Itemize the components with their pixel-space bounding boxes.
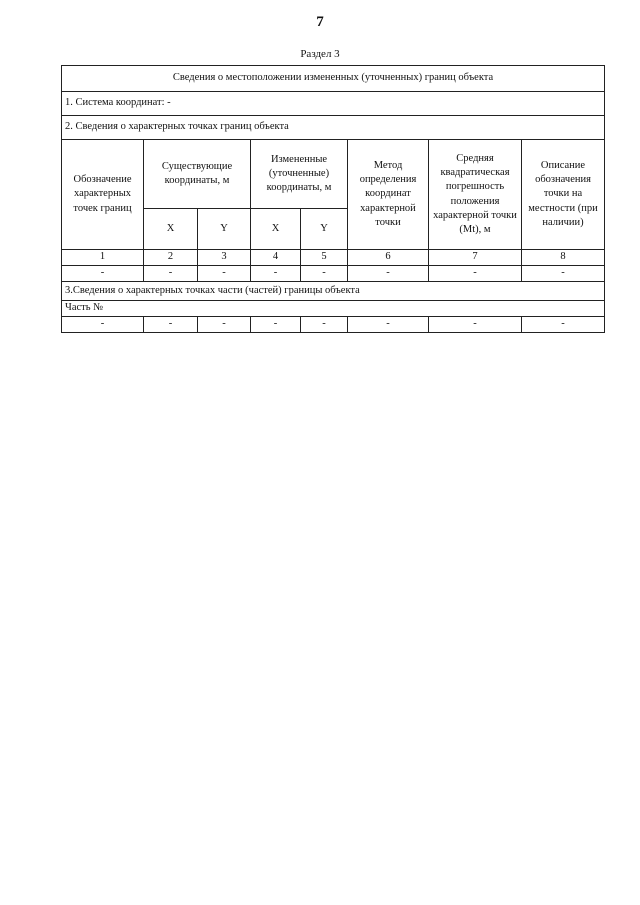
column-number: 7 <box>429 250 522 266</box>
table-cell: - <box>62 317 144 333</box>
table-cell: - <box>251 317 301 333</box>
column-number: 4 <box>251 250 301 266</box>
table-cell: - <box>198 266 251 282</box>
header-changed-coords: Измененные (уточненные) координаты, м <box>251 140 348 209</box>
header-mean-error: Средняя квадратическая погрешность положения характерной точки (Mt), м <box>429 140 522 250</box>
header-x-changed: X <box>251 209 301 250</box>
header-y-changed: Y <box>301 209 348 250</box>
section-label: Раздел 3 <box>300 48 340 60</box>
header-method: Метод определения координат характерной точки <box>348 140 429 250</box>
table-cell: - <box>198 317 251 333</box>
column-number: 8 <box>522 250 605 266</box>
part-section-title: 3.Сведения о характерных точках части (частей) границы объекта <box>62 282 605 301</box>
header-designation: Обозначение характерных точек границ <box>62 140 144 250</box>
table-cell: - <box>348 317 429 333</box>
table-row <box>62 317 605 333</box>
table-cell: - <box>429 266 522 282</box>
column-number: 5 <box>301 250 348 266</box>
column-number: 1 <box>62 250 144 266</box>
coordinate-system-row: 1. Система координат: - <box>62 92 605 116</box>
part-number-label: Часть № <box>62 301 605 317</box>
table-cell: - <box>429 317 522 333</box>
table-cell: - <box>301 266 348 282</box>
table-cell: - <box>301 317 348 333</box>
page-number: 7 <box>316 14 324 30</box>
table-cell: - <box>348 266 429 282</box>
boundary-points-table <box>61 65 605 333</box>
table-cell: - <box>522 266 605 282</box>
column-number: 6 <box>348 250 429 266</box>
table-cell: - <box>144 317 198 333</box>
column-number: 2 <box>144 250 198 266</box>
table-cell: - <box>522 317 605 333</box>
header-y-existing: Y <box>198 209 251 250</box>
table-cell: - <box>251 266 301 282</box>
column-number-row <box>62 250 605 266</box>
header-description: Описание обозначения точки на местности (при наличии) <box>522 140 605 250</box>
column-number: 3 <box>198 250 251 266</box>
points-section-title: 2. Сведения о характерных точках границ объекта <box>62 116 605 140</box>
table-cell: - <box>144 266 198 282</box>
table-title: Сведения о местоположении измененных (уточненных) границ объекта <box>62 66 605 92</box>
table-row <box>62 266 605 282</box>
table-cell: - <box>62 266 144 282</box>
header-existing-coords: Существующие координаты, м <box>144 140 251 209</box>
header-x-existing: X <box>144 209 198 250</box>
